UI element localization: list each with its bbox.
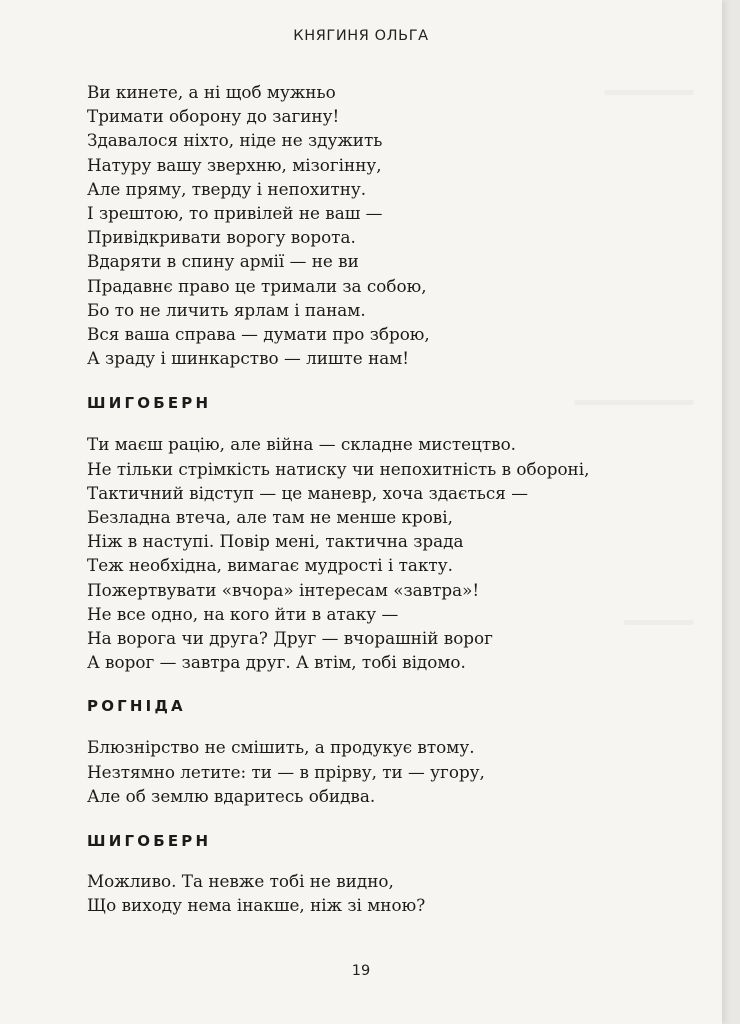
verse-line: Вдаряти в спину армії — не ви [87,251,359,272]
verse-line: Тактичний відступ — це маневр, хоча здається — [87,482,528,503]
verse-line: І зрештою, то привілей не ваш — [87,203,383,224]
verse-line: Ніж в наступі. Повір мені, тактична зрада [87,531,464,552]
verse-line: Блюзнірство не смішить, а продукує втому. [87,737,475,758]
verse-block [87,869,647,917]
play-text [87,80,647,917]
verse-line: Але пряму, тверду і непохитну. [87,178,367,199]
verse-line: Здавалося ніхто, ніде не здужить [87,130,383,151]
verse-line: Бо то не личить ярлам і панам. [87,299,366,320]
verse-line: Пожертвувати «вчора» інтересам «завтра»! [87,579,480,600]
speaker-name: ШИГОБЕРН [87,394,212,413]
verse-line: Ти маєш рацію, але війна — складне мистецтво. [87,434,517,455]
verse-block [87,735,647,808]
running-head: КНЯГИНЯ ОЛЬГА [293,28,429,44]
verse-line: Привідкривати ворогу ворота. [87,227,356,248]
verse-line: Прадавнє право це тримали за собою, [87,275,427,296]
verse-line: Можливо. Та невже тобі не видно, [87,871,394,892]
verse-line: Вся ваша справа — думати про зброю, [87,324,430,345]
verse-line: Але об землю вдаритесь обидва. [87,785,376,806]
verse-line: Що виходу нема інакше, ніж зі мною? [87,895,426,916]
verse-line: Теж необхідна, вимагає мудрості і такту. [87,555,453,576]
speaker-name: РОГНІДА [87,697,186,716]
verse-line: А ворог — завтра друг. А втім, тобі відомо. [87,652,466,673]
verse-line: Натуру вашу зверхню, мізогінну, [87,154,382,175]
verse-line: Не тільки стрімкість натиску чи непохитність в обороні, [87,458,590,479]
page-number: 19 [351,963,371,979]
speaker-name: ШИГОБЕРН [87,832,212,851]
verse-block [87,80,647,370]
verse-block [87,432,647,674]
verse-line: Безладна втеча, але там не менше крові, [87,507,453,528]
verse-line: На ворога чи друга? Друг — вчорашній ворог [87,628,493,649]
verse-line: Тримати оборону до загину! [87,106,340,127]
verse-line: Незтямно летите: ти — в прірву, ти — угору, [87,761,485,782]
verse-line: Не все одно, на кого йти в атаку — [87,603,399,624]
verse-line: Ви кинете, а ні щоб мужньо [87,82,336,102]
verse-line: А зраду і шинкарство — лиште нам! [87,348,410,369]
